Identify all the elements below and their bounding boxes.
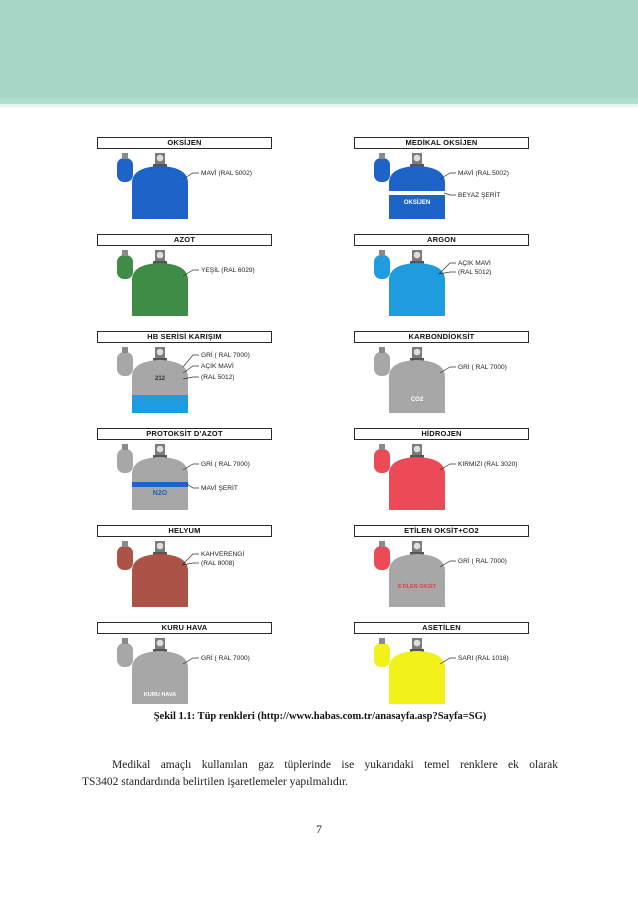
cylinder-panel-karbondi-oksi-t [354,331,529,417]
body-paragraph [82,757,558,791]
small-valve-icon [379,541,385,547]
blue-stripe [132,482,188,487]
cylinder-illustration [97,246,272,320]
color-label: MAVİ (RAL 5002) [201,170,252,177]
cylinder-panel-oksi-jen [97,137,272,223]
color-label: BEYAZ ŞERİT [458,192,501,199]
panel-title: ARGON [354,234,529,246]
color-label: KAHVERENGİ [201,551,245,558]
color-label: (RAL 8008) [201,560,235,567]
leader-line [183,355,199,367]
panel-title: HİDROJEN [354,428,529,440]
cylinder-panel-eti-len-oksi-t-co2 [354,525,529,611]
small-cylinder-icon [117,546,133,570]
paragraph-line-2: TS3402 standardında belirtilen işaretlemeler yapılmalıdır. [82,776,349,788]
valve-knob-icon [157,446,164,453]
color-label: AÇIK MAVİ [201,363,234,370]
cylinder-body-label: N2O [152,490,168,497]
small-cylinder-icon [117,643,133,667]
color-label: (RAL 5012) [458,269,492,276]
cylinder-illustration [354,343,529,417]
small-valve-icon [122,347,128,353]
leader-line [444,193,456,195]
valve-knob-icon [157,640,164,647]
valve-knob-icon [414,543,421,550]
cylinder-illustration [97,440,272,514]
cylinder-panel-helyum [97,525,272,611]
small-valve-icon [122,541,128,547]
color-label: KIRMIZI (RAL 3020) [458,461,518,468]
small-cylinder-icon [374,643,390,667]
color-label: MAVİ ŞERİT [201,485,238,492]
paragraph-line-1: Medikal amaçlı kullanılan gaz tüplerinde ise yukarıdaki temel renklere ek olarak [112,759,558,771]
small-cylinder-icon [374,352,390,376]
cylinder-body-label: KURU HAVA [143,692,177,698]
cylinder-body [389,457,445,510]
panel-title: ETİLEN OKSİT+CO2 [354,525,529,537]
cylinder-illustration [354,440,529,514]
cylinder-body [389,554,445,607]
panel-title: MEDİKAL OKSİJEN [354,137,529,149]
cylinder-body [132,554,188,607]
small-valve-icon [379,153,385,159]
valve-knob-icon [157,543,164,550]
color-label: SARI (RAL 1018) [458,655,509,662]
cylinder-illustration [97,634,272,708]
small-valve-icon [122,153,128,159]
cylinder-panel-azot [97,234,272,320]
cylinder-panel-hb-seri-si-karisim [97,331,272,417]
cylinder-panel-argon [354,234,529,320]
small-valve-icon [122,250,128,256]
small-valve-icon [379,250,385,256]
small-cylinder-icon [374,255,390,279]
cylinder-body-label: 212 [154,376,166,382]
color-label: GRİ ( RAL 7000) [201,461,250,468]
white-stripe [389,191,445,195]
page-number: 7 [316,822,322,836]
color-label: AÇIK MAVİ [458,260,491,267]
panel-title: HELYUM [97,525,272,537]
cylinder-body-label: OKSİJEN [403,200,431,206]
cylinder-body [389,360,445,413]
figure-caption: Şekil 1.1: Tüp renkleri (http://www.habas.com.tr/anasayfa.asp?Sayfa=SG) [153,711,487,722]
cylinder-body [132,166,188,219]
valve-knob-icon [414,640,421,647]
cylinder-panel-protoksi-t-d-azot [97,428,272,514]
cylinder-panel-aseti-len [354,622,529,708]
small-cylinder-icon [374,449,390,473]
color-label: GRİ ( RAL 7000) [458,364,507,371]
small-cylinder-icon [117,352,133,376]
small-cylinder-icon [374,158,390,182]
small-valve-icon [379,638,385,644]
cylinder-body [389,263,445,316]
small-cylinder-icon [117,158,133,182]
cylinder-panel-kuru-hava [97,622,272,708]
panel-title: PROTOKSİT D'AZOT [97,428,272,440]
color-label: (RAL 5012) [201,374,235,381]
valve-knob-icon [157,252,164,259]
cylinder-illustration [354,634,529,708]
leader-line [187,484,199,488]
color-label: YEŞİL (RAL 6029) [201,267,255,274]
small-cylinder-icon [117,449,133,473]
panel-title: KURU HAVA [97,622,272,634]
small-valve-icon [122,638,128,644]
cylinder-panel-medi-kal-oksi-jen [354,137,529,223]
valve-knob-icon [414,446,421,453]
cylinder-illustration [97,537,272,611]
cylinder-lower-section [132,395,188,413]
cylinder-body-label: ETİLEN OKSİT [398,584,436,590]
small-cylinder-icon [117,255,133,279]
cylinder-body-label: CO2 [410,397,424,403]
panel-title: OKSİJEN [97,137,272,149]
cylinder-illustration [97,149,272,223]
color-label: GRİ ( RAL 7000) [458,558,507,565]
valve-knob-icon [157,155,164,162]
cylinder-body [389,651,445,704]
small-cylinder-icon [374,546,390,570]
color-label: GRİ ( RAL 7000) [201,655,250,662]
cylinder-illustration [97,343,272,417]
panel-title: ASETİLEN [354,622,529,634]
small-valve-icon [122,444,128,450]
cylinder-illustration [354,149,529,223]
valve-knob-icon [414,349,421,356]
cylinder-body [132,263,188,316]
small-valve-icon [379,347,385,353]
cylinder-illustration [354,246,529,320]
color-label: GRİ ( RAL 7000) [201,352,250,359]
color-label: MAVİ (RAL 5002) [458,170,509,177]
panel-title: HB SERİSİ KARIŞIM [97,331,272,343]
valve-knob-icon [157,349,164,356]
valve-knob-icon [414,155,421,162]
panel-title: KARBONDİOKSİT [354,331,529,343]
valve-knob-icon [414,252,421,259]
panel-title: AZOT [97,234,272,246]
small-valve-icon [379,444,385,450]
cylinder-illustration [354,537,529,611]
cylinder-panel-hi-drojen [354,428,529,514]
